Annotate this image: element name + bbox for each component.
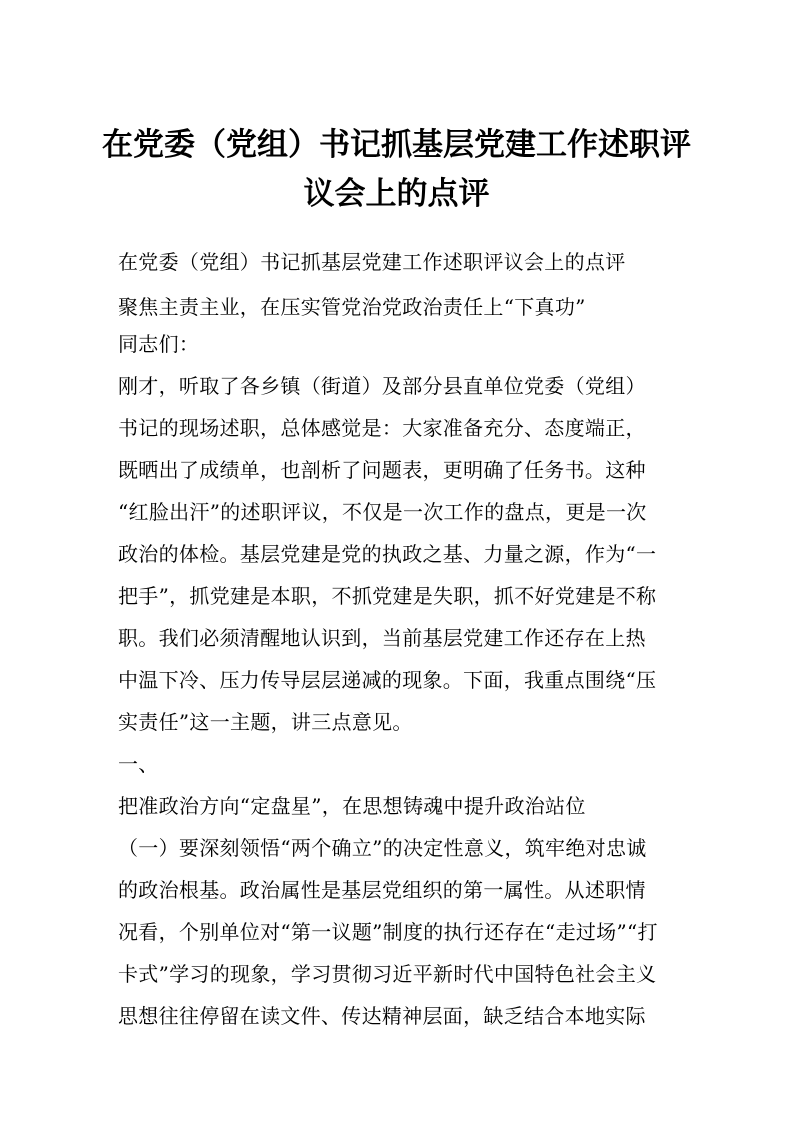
body-line: 聚焦主责主业，在压实管党治党政治责任上“下真功”: [118, 295, 586, 319]
body-line: 政治的体检。基层党建是党的执政之基、力量之源，作为“一: [118, 542, 657, 566]
body-line: 既晒出了成绩单，也剖析了问题表，更明确了任务书。这种: [118, 458, 646, 482]
body-line: 思想往往停留在读文件、传达精神层面，缺乏结合本地实际: [118, 1004, 646, 1028]
body-line: 的政治根基。政治属性是基层党组织的第一属性。从述职情: [118, 878, 646, 902]
body-line: “红脸出汗”的述职评议，不仅是一次工作的盘点，更是一次: [118, 500, 647, 524]
document-title-line-1: 在党委（党组）书记抓基层党建工作述职评: [102, 127, 691, 163]
body-line: 况看，个别单位对“第一议题”制度的执行还存在“走过场”“打: [118, 920, 658, 944]
section-heading: 把准政治方向“定盘星”，在思想铸魂中提升政治站位: [118, 794, 586, 818]
body-line: 刚才，听取了各乡镇（街道）及部分县直单位党委（党组）: [118, 374, 646, 398]
body-line: 实责任”这一主题，讲三点意见。: [118, 710, 413, 734]
body-line: 中温下冷、压力传导层层递减的现象。下面，我重点围绕“压: [118, 668, 657, 692]
body-line: 同志们：: [118, 332, 200, 356]
body-line: 在党委（党组）书记抓基层党建工作述职评议会上的点评: [118, 250, 626, 274]
body-line: （一）要深刻领悟“两个确立”的决定性意义，筑牢绝对忠诚: [118, 836, 647, 860]
body-line: 卡式”学习的现象，学习贯彻习近平新时代中国特色社会主义: [118, 962, 657, 986]
document-title-line-2: 议会上的点评: [303, 176, 490, 212]
body-line: 书记的现场述职，总体感觉是：大家准备充分、态度端正，: [118, 416, 646, 440]
body-line: 职。我们必须清醒地认识到，当前基层党建工作还存在上热: [118, 626, 646, 650]
body-line: 把手”，抓党建是本职，不抓党建是失职，抓不好党建是不称: [118, 584, 657, 608]
section-heading-number: 一、: [118, 752, 159, 776]
